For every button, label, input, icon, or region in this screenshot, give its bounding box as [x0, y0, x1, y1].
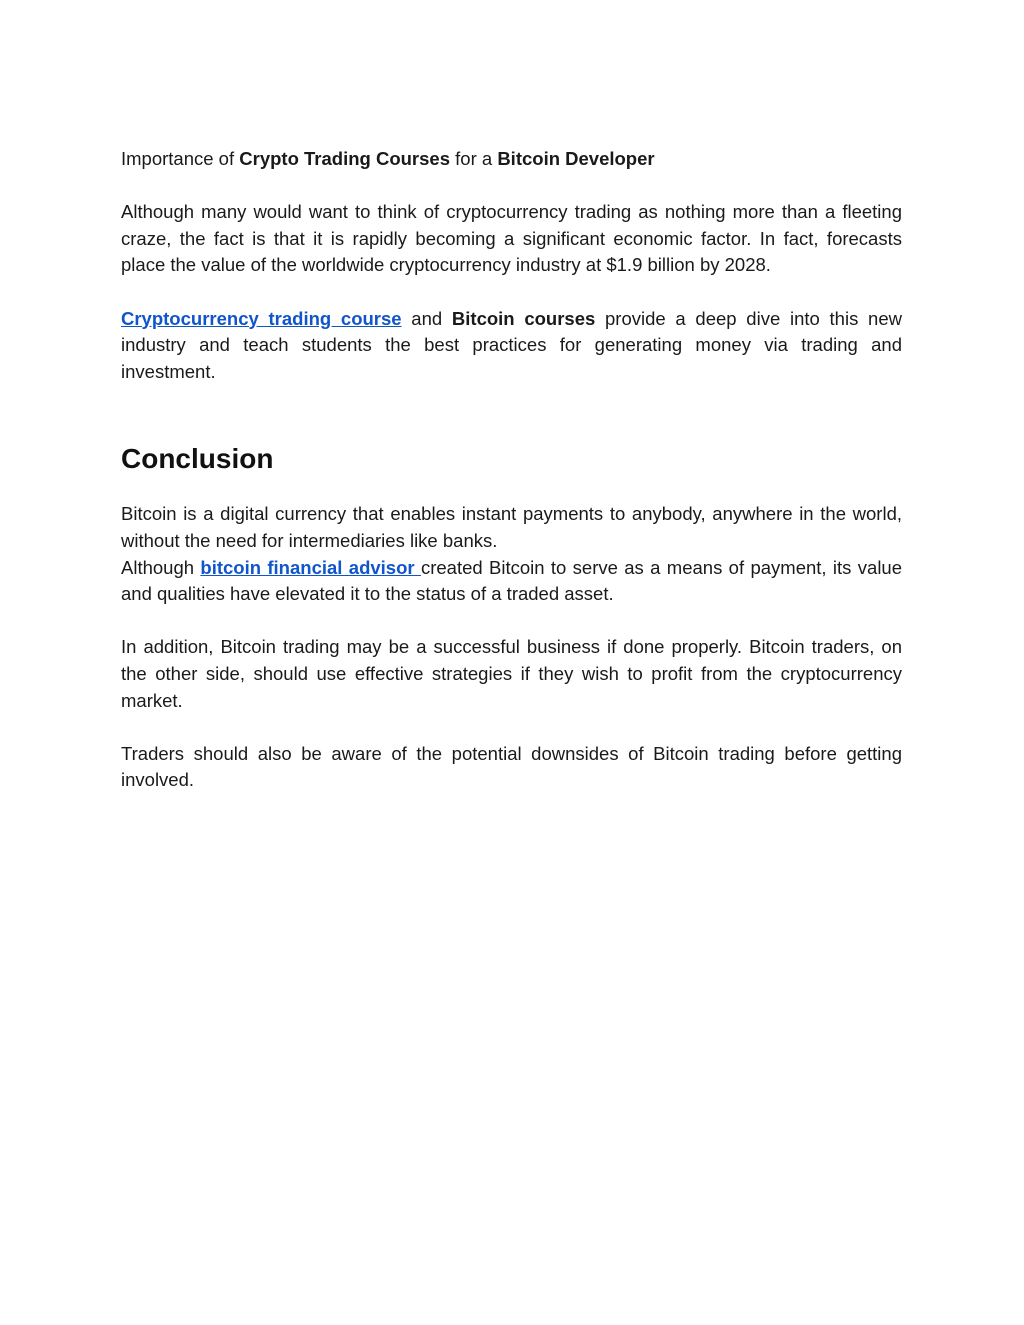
title-bold-developer: Bitcoin Developer — [497, 148, 655, 169]
conclusion-heading: Conclusion — [121, 443, 274, 475]
courses-text-and: and — [401, 307, 452, 329]
title-prefix: Importance of — [121, 148, 240, 169]
courses-text-rest: provide a deep dive into this new industry and teach students the best practices for generating money via trading and investment. — [121, 307, 902, 382]
title-middle: for a — [450, 148, 498, 169]
document-body — [121, 146, 902, 794]
conclusion-paragraph-2: In addition, Bitcoin trading may be a successful business if done properly. Bitcoin traders, on the other side, should use effective strategies if they wish to profit from the cryptocurrency market. — [121, 636, 902, 711]
conclusion-p1-line1: Bitcoin is a digital currency that enables instant payments to anybody, anywhere in the world, without the need for intermediaries like banks. — [121, 503, 902, 551]
bitcoin-financial-advisor-link[interactable]: bitcoin financial advisor — [200, 556, 421, 578]
title-bold-courses: Crypto Trading Courses — [239, 148, 450, 169]
conclusion-paragraph-3: Traders should also be aware of the potential downsides of Bitcoin trading before getting involved. — [121, 742, 902, 791]
conclusion-paragraph-1 — [121, 501, 902, 607]
intro-paragraph: Although many would want to think of cryptocurrency trading as nothing more than a fleeting craze, the fact is that it is rapidly becoming a significant economic factor. In fact, forecasts place the value of the worldwide cryptocurrency industry at $1.9 billion by 2028. — [121, 201, 902, 276]
conclusion-p1-suffix: created Bitcoin to serve as a means of payment, its value and qualities have elevated it to the status of a traded asset. — [121, 556, 903, 605]
conclusion-p1-prefix: Although — [121, 556, 201, 578]
crypto-trading-course-link[interactable]: Cryptocurrency trading course — [121, 307, 402, 329]
courses-paragraph — [121, 306, 902, 386]
bitcoin-courses-bold: Bitcoin courses — [451, 307, 596, 329]
section-title — [121, 146, 902, 173]
